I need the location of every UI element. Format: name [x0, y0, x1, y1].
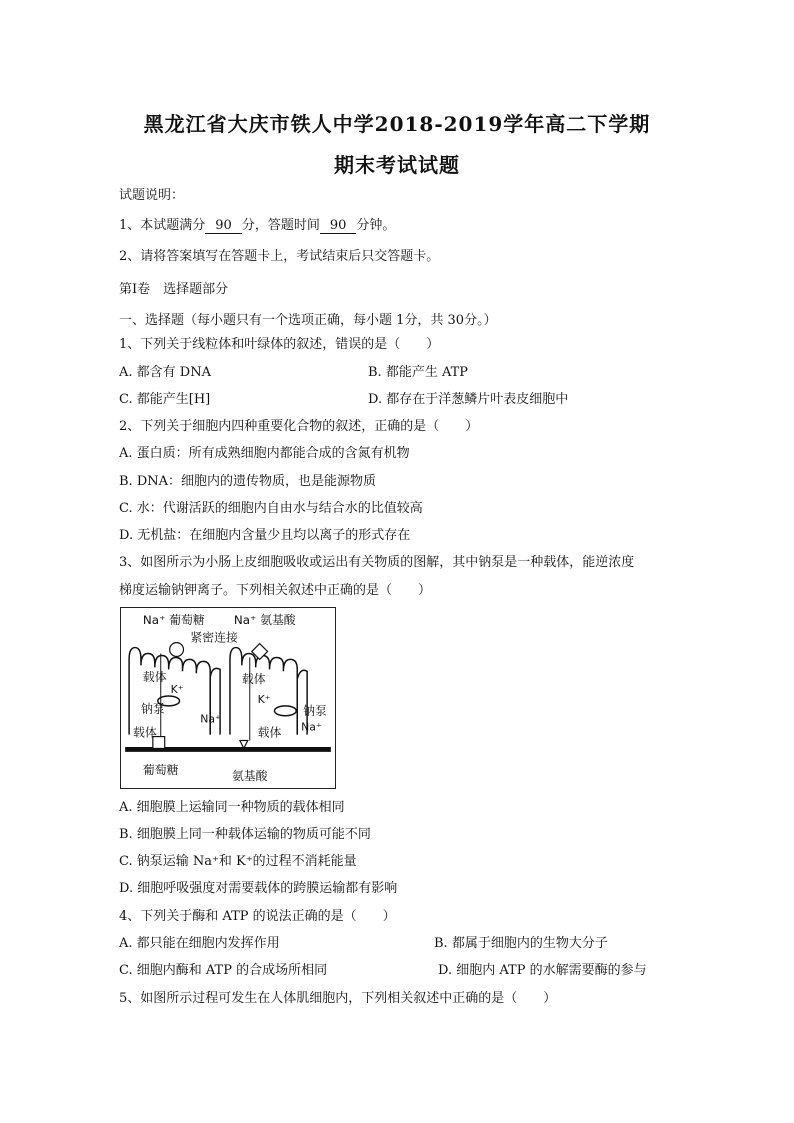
label-na-right: Na⁺: [301, 720, 322, 734]
instruction-item-1: [119, 217, 395, 235]
label-carrier-right: 载体: [241, 672, 266, 687]
q3-stem-line1: 3、如图所示为小肠上皮细胞吸收或运出有关物质的图解，其中钠泵是一种载体，能逆浓度: [119, 555, 635, 570]
q2-option-d: D. 无机盐：在细胞内含量少且均以离子的形式存在: [119, 528, 411, 543]
part-label: 第Ⅰ卷 选择题部分: [119, 282, 229, 297]
q2-option-b: B. DNA：细胞内的遗传物质，也是能源物质: [119, 474, 377, 489]
label-na-amino: Na⁺ 氨基酸: [233, 612, 296, 627]
q3-option-a: A. 细胞膜上运输同一种物质的载体相同: [119, 800, 345, 815]
q2-stem: 2、下列关于细胞内四种重要化合物的叙述，正确的是（ ）: [119, 419, 479, 434]
q3-option-b: B. 细胞膜上同一种载体运输的物质可能不同: [119, 827, 371, 842]
q5-stem: 5、如图所示过程可发生在人体肌细胞内，下列相关叙述中正确的是（ ）: [119, 991, 557, 1006]
q4-option-a: A. 都只能在细胞内发挥作用: [119, 936, 280, 951]
label-k-right: K⁺: [257, 692, 271, 706]
q4-option-d: D. 细胞内 ATP 的水解需要酶的参与: [438, 963, 647, 978]
label-glucose-bottom: 葡萄糖: [142, 763, 179, 778]
label-carrier-left: 载体: [142, 670, 167, 685]
label-na-left: Na⁺: [200, 712, 221, 726]
exam-subtitle: 期末考试试题: [334, 153, 460, 177]
section-heading: 一、选择题（每小题只有一个选项正确，每小题 1分，共 30分。）: [119, 313, 497, 328]
instruction-1-prefix: 1、本试题满分: [119, 218, 206, 233]
q3-option-c: C. 钠泵运输 Na⁺和 K⁺的过程不消耗能量: [119, 854, 357, 869]
label-pump-right: 钠泵: [303, 703, 327, 718]
label-tight-junction: 紧密连接: [190, 630, 238, 645]
instruction-1-mid: 分，答题时间: [241, 218, 320, 233]
score-value: 90: [205, 218, 242, 234]
q1-option-c: C. 都能产生[H]: [119, 392, 211, 407]
time-value: 90: [320, 218, 357, 234]
q3-stem-line2: 梯度运输钠钾离子。下列相关叙述中正确的是（ ）: [119, 583, 432, 598]
q4-stem: 4、下列关于酶和 ATP 的说法正确的是（ ）: [119, 909, 396, 924]
q1-option-d: D. 都存在于洋葱鳞片叶表皮细胞中: [368, 392, 569, 407]
instruction-1-suffix: 分钟。: [356, 218, 396, 233]
q2-option-a: A. 蛋白质：所有成熟细胞内都能合成的含氮有机物: [119, 446, 410, 461]
instruction-item-2: 2、请将答案填写在答题卡上，考试结束后只交答题卡。: [119, 249, 440, 264]
q1-option-b: B. 都能产生 ATP: [368, 365, 469, 380]
label-pump-left: 钠泵: [140, 701, 165, 716]
q1-option-a: A. 都含有 DNA: [119, 365, 211, 380]
intestinal-cell-diagram: [120, 607, 336, 789]
q4-option-b: B. 都属于细胞内的生物大分子: [434, 936, 608, 951]
q4-option-c: C. 细胞内酶和 ATP 的合成场所相同: [119, 963, 328, 978]
q3-option-d: D. 细胞呼吸强度对需要载体的跨膜运输都有影响: [119, 881, 398, 896]
q1-stem: 1、下列关于线粒体和叶绿体的叙述，错误的是（ ）: [119, 337, 440, 352]
label-na-glucose: Na⁺ 葡萄糖: [142, 612, 205, 627]
exam-title: 黑龙江省大庆市铁人中学2018-2019学年高二下学期: [143, 112, 651, 136]
label-amino-bottom: 氨基酸: [231, 769, 268, 784]
instructions-header: 试题说明：: [119, 188, 185, 203]
label-carrier-bottom-right: 载体: [257, 725, 282, 740]
q2-option-c: C. 水：代谢活跃的细胞内自由水与结合水的比值较高: [119, 501, 423, 516]
label-k-left: K⁺: [170, 683, 184, 697]
label-carrier-bottom-left: 载体: [133, 725, 157, 740]
